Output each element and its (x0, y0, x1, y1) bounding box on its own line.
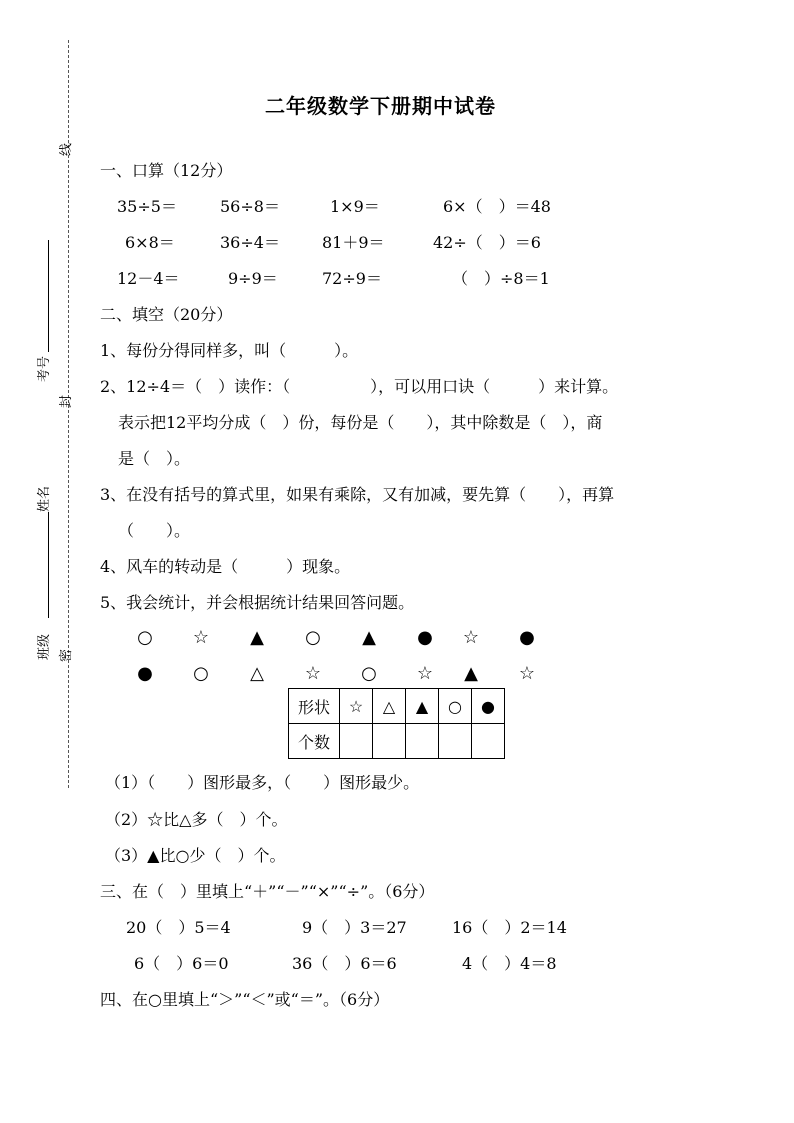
fill-question-5: 5、我会统计，并会根据统计结果回答问题。 (100, 593, 415, 612)
stats-question-1: （1）（ ）图形最多，（ ）图形最少。 (105, 773, 420, 792)
margin-label-banji: 班级 (37, 633, 52, 660)
oral-calc-item: 12－4＝ (117, 269, 180, 288)
shape-symbol: ☆ (462, 627, 480, 648)
table-shape-cell: ○ (439, 689, 472, 724)
margin-label-xian: 线 (59, 142, 74, 156)
count-blank-cell[interactable] (340, 724, 373, 759)
oral-calc-item: 6×8＝ (125, 233, 175, 252)
oral-calc-item: 36÷4＝ (220, 233, 280, 252)
operator-fill-item: 36（ ）6＝6 (292, 954, 397, 973)
shape-symbol: ● (417, 627, 433, 648)
shape-symbol: ● (137, 663, 153, 684)
shape-symbol: △ (250, 663, 264, 684)
table-header-count: 个数 (289, 724, 340, 759)
operator-fill-item: 20（ ）5＝4 (126, 918, 231, 937)
section-3-heading: 三、在（ ）里填上“＋”“－”“×”“÷”。（6分） (100, 882, 435, 901)
count-blank-cell[interactable] (472, 724, 505, 759)
stats-question-2: （2）☆比△多（ ）个。 (105, 810, 288, 829)
shape-symbol: ☆ (192, 627, 210, 648)
page-title: 二年级数学下册期中试卷 (265, 94, 496, 118)
stats-question-3: （3）▲比○少（ ）个。 (105, 846, 286, 865)
shape-symbol: ○ (305, 627, 321, 648)
fill-question-4: 4、风车的转动是（ ）现象。 (100, 557, 351, 576)
kaohao-blank-line (48, 240, 49, 352)
shape-symbol: ○ (137, 627, 153, 648)
table-shape-cell: △ (373, 689, 406, 724)
fill-question-3-line-1: 3、在没有括号的算式里，如果有乘除，又有加减，要先算（ ），再算 (100, 485, 615, 504)
table-shape-cell: ☆ (340, 689, 373, 724)
oral-calc-item: 35÷5＝ (117, 197, 177, 216)
table-row (289, 689, 505, 724)
operator-fill-item: 6（ ）6＝0 (134, 954, 229, 973)
shape-symbol: ○ (361, 663, 377, 684)
oral-calc-item: （ ）÷8＝1 (452, 269, 550, 288)
margin-label-kaohao: 考号 (37, 355, 52, 382)
operator-fill-item: 16（ ）2＝14 (452, 918, 567, 937)
table-header-shape: 形状 (289, 689, 340, 724)
oral-calc-item: 9÷9＝ (228, 269, 278, 288)
section-4-heading: 四、在○里填上“＞”“＜”或“＝”。（6分） (100, 990, 390, 1009)
fill-question-2-line-2: 表示把12平均分成（ ）份，每份是（ ），其中除数是（ ），商 (118, 413, 603, 432)
shape-symbol: ▲ (362, 627, 376, 648)
oral-calc-item: 72÷9＝ (322, 269, 382, 288)
section-2-heading: 二、填空（20分） (100, 305, 233, 324)
operator-fill-item: 4（ ）4＝8 (462, 954, 557, 973)
oral-calc-item: 42÷（ ）＝6 (433, 233, 541, 252)
margin-label-mi: 密 (59, 648, 74, 662)
fill-question-1: 1、每份分得同样多，叫（ ）。 (100, 341, 359, 360)
count-blank-cell[interactable] (406, 724, 439, 759)
count-blank-cell[interactable] (373, 724, 406, 759)
shape-symbol: ☆ (416, 663, 434, 684)
fill-question-3-line-2: （ ）。 (118, 521, 191, 540)
oral-calc-item: 56÷8＝ (220, 197, 280, 216)
table-shape-cell: ● (472, 689, 505, 724)
shape-symbol: ▲ (464, 663, 478, 684)
table-shape-cell: ▲ (406, 689, 439, 724)
count-blank-cell[interactable] (439, 724, 472, 759)
margin-label-xingming: 姓名 (37, 485, 52, 512)
shape-symbol: ▲ (250, 627, 264, 648)
fill-question-2-line-3: 是（ ）。 (118, 449, 191, 468)
statistics-table (288, 688, 505, 759)
margin-label-feng: 封 (59, 394, 74, 408)
operator-fill-item: 9（ ）3＝27 (302, 918, 407, 937)
fill-question-2-line-1: 2、12÷4＝（ ）读作：（ ），可以用口诀（ ）来计算。 (100, 377, 619, 396)
shape-symbol: ☆ (518, 663, 536, 684)
table-row (289, 724, 505, 759)
shape-symbol: ● (519, 627, 535, 648)
xingming-blank-line (48, 512, 49, 618)
shape-symbol: ○ (193, 663, 209, 684)
section-1-heading: 一、口算（12分） (100, 161, 233, 180)
oral-calc-item: 81＋9＝ (322, 233, 385, 252)
oral-calc-item: 1×9＝ (330, 197, 380, 216)
oral-calc-item: 6×（ ）＝48 (443, 197, 551, 216)
shape-symbol: ☆ (304, 663, 322, 684)
